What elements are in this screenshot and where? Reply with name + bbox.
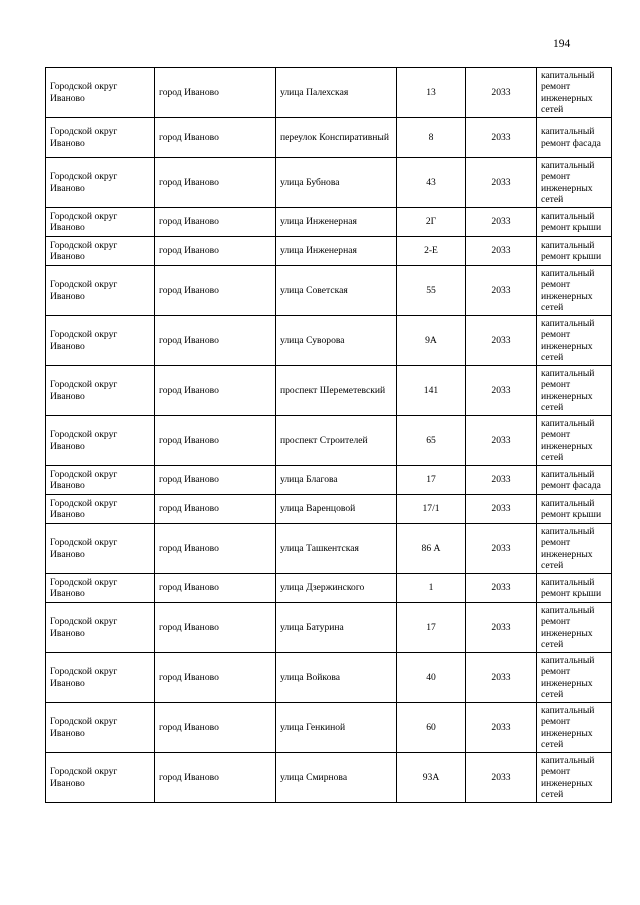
house-number-cell: 8 [397, 118, 466, 158]
okrug-cell: Городской округ Иваново [46, 524, 155, 574]
street-cell: улица Варенцовой [276, 495, 397, 524]
street-cell: улица Бубнова [276, 158, 397, 208]
work-type-cell: капитальный ремонт инженерных сетей [537, 416, 612, 466]
city-cell: город Иваново [155, 366, 276, 416]
okrug-cell: Городской округ Иваново [46, 68, 155, 118]
street-cell: улица Ташкентская [276, 524, 397, 574]
city-cell: город Иваново [155, 158, 276, 208]
okrug-cell: Городской округ Иваново [46, 703, 155, 753]
city-cell: город Иваново [155, 466, 276, 495]
street-cell: переулок Конспиративный [276, 118, 397, 158]
okrug-cell: Городской округ Иваново [46, 266, 155, 316]
street-cell: улица Суворова [276, 316, 397, 366]
city-cell: город Иваново [155, 495, 276, 524]
okrug-cell: Городской округ Иваново [46, 237, 155, 266]
house-number-cell: 40 [397, 653, 466, 703]
city-cell: город Иваново [155, 118, 276, 158]
okrug-cell: Городской округ Иваново [46, 158, 155, 208]
work-type-cell: капитальный ремонт инженерных сетей [537, 753, 612, 803]
okrug-cell: Городской округ Иваново [46, 653, 155, 703]
house-number-cell: 2Г [397, 208, 466, 237]
year-cell: 2033 [466, 466, 537, 495]
work-type-cell: капитальный ремонт крыши [537, 208, 612, 237]
table-row [46, 753, 612, 803]
work-type-cell: капитальный ремонт инженерных сетей [537, 158, 612, 208]
year-cell: 2033 [466, 603, 537, 653]
house-number-cell: 60 [397, 703, 466, 753]
table-body [46, 68, 612, 803]
okrug-cell: Городской округ Иваново [46, 366, 155, 416]
table-row [46, 524, 612, 574]
house-number-cell: 13 [397, 68, 466, 118]
house-number-cell: 43 [397, 158, 466, 208]
year-cell: 2033 [466, 118, 537, 158]
year-cell: 2033 [466, 495, 537, 524]
table-row [46, 366, 612, 416]
year-cell: 2033 [466, 266, 537, 316]
house-number-cell: 65 [397, 416, 466, 466]
city-cell: город Иваново [155, 574, 276, 603]
work-type-cell: капитальный ремонт крыши [537, 574, 612, 603]
house-number-cell: 17/1 [397, 495, 466, 524]
table-row [46, 703, 612, 753]
work-type-cell: капитальный ремонт инженерных сетей [537, 68, 612, 118]
street-cell: улица Инженерная [276, 208, 397, 237]
street-cell: проспект Строителей [276, 416, 397, 466]
city-cell: город Иваново [155, 266, 276, 316]
table-row [46, 266, 612, 316]
table-row [46, 68, 612, 118]
city-cell: город Иваново [155, 524, 276, 574]
year-cell: 2033 [466, 158, 537, 208]
city-cell: город Иваново [155, 753, 276, 803]
table-row [46, 118, 612, 158]
street-cell: улица Смирнова [276, 753, 397, 803]
house-number-cell: 17 [397, 603, 466, 653]
work-type-cell: капитальный ремонт инженерных сетей [537, 316, 612, 366]
house-number-cell: 93А [397, 753, 466, 803]
street-cell: улица Дзержинского [276, 574, 397, 603]
table-row [46, 416, 612, 466]
house-number-cell: 17 [397, 466, 466, 495]
year-cell: 2033 [466, 574, 537, 603]
year-cell: 2033 [466, 366, 537, 416]
city-cell: город Иваново [155, 603, 276, 653]
city-cell: город Иваново [155, 703, 276, 753]
house-number-cell: 1 [397, 574, 466, 603]
year-cell: 2033 [466, 208, 537, 237]
table-row [46, 653, 612, 703]
work-type-cell: капитальный ремонт инженерных сетей [537, 653, 612, 703]
okrug-cell: Городской округ Иваново [46, 466, 155, 495]
table-row [46, 237, 612, 266]
year-cell: 2033 [466, 653, 537, 703]
year-cell: 2033 [466, 416, 537, 466]
work-type-cell: капитальный ремонт инженерных сетей [537, 266, 612, 316]
table-row [46, 603, 612, 653]
okrug-cell: Городской округ Иваново [46, 574, 155, 603]
work-type-cell: капитальный ремонт крыши [537, 237, 612, 266]
city-cell: город Иваново [155, 208, 276, 237]
house-number-cell: 141 [397, 366, 466, 416]
housing-repair-table [45, 67, 612, 803]
work-type-cell: капитальный ремонт инженерных сетей [537, 524, 612, 574]
okrug-cell: Городской округ Иваново [46, 416, 155, 466]
table-row [46, 208, 612, 237]
street-cell: улица Инженерная [276, 237, 397, 266]
year-cell: 2033 [466, 524, 537, 574]
okrug-cell: Городской округ Иваново [46, 753, 155, 803]
work-type-cell: капитальный ремонт фасада [537, 118, 612, 158]
page-number: 194 [553, 38, 571, 50]
table-row [46, 574, 612, 603]
table-row [46, 466, 612, 495]
okrug-cell: Городской округ Иваново [46, 118, 155, 158]
house-number-cell: 9А [397, 316, 466, 366]
work-type-cell: капитальный ремонт инженерных сетей [537, 603, 612, 653]
okrug-cell: Городской округ Иваново [46, 316, 155, 366]
table-row [46, 158, 612, 208]
city-cell: город Иваново [155, 237, 276, 266]
work-type-cell: капитальный ремонт инженерных сетей [537, 703, 612, 753]
street-cell: улица Благова [276, 466, 397, 495]
year-cell: 2033 [466, 753, 537, 803]
work-type-cell: капитальный ремонт крыши [537, 495, 612, 524]
year-cell: 2033 [466, 68, 537, 118]
year-cell: 2033 [466, 316, 537, 366]
okrug-cell: Городской округ Иваново [46, 208, 155, 237]
street-cell: улица Палехская [276, 68, 397, 118]
work-type-cell: капитальный ремонт фасада [537, 466, 612, 495]
work-type-cell: капитальный ремонт инженерных сетей [537, 366, 612, 416]
table-row [46, 316, 612, 366]
street-cell: улица Войкова [276, 653, 397, 703]
city-cell: город Иваново [155, 68, 276, 118]
city-cell: город Иваново [155, 416, 276, 466]
house-number-cell: 2-Е [397, 237, 466, 266]
street-cell: проспект Шереметевский [276, 366, 397, 416]
city-cell: город Иваново [155, 316, 276, 366]
street-cell: улица Батурина [276, 603, 397, 653]
city-cell: город Иваново [155, 653, 276, 703]
house-number-cell: 86 А [397, 524, 466, 574]
okrug-cell: Городской округ Иваново [46, 603, 155, 653]
okrug-cell: Городской округ Иваново [46, 495, 155, 524]
street-cell: улица Советская [276, 266, 397, 316]
table-row [46, 495, 612, 524]
house-number-cell: 55 [397, 266, 466, 316]
year-cell: 2033 [466, 703, 537, 753]
street-cell: улица Генкиной [276, 703, 397, 753]
year-cell: 2033 [466, 237, 537, 266]
